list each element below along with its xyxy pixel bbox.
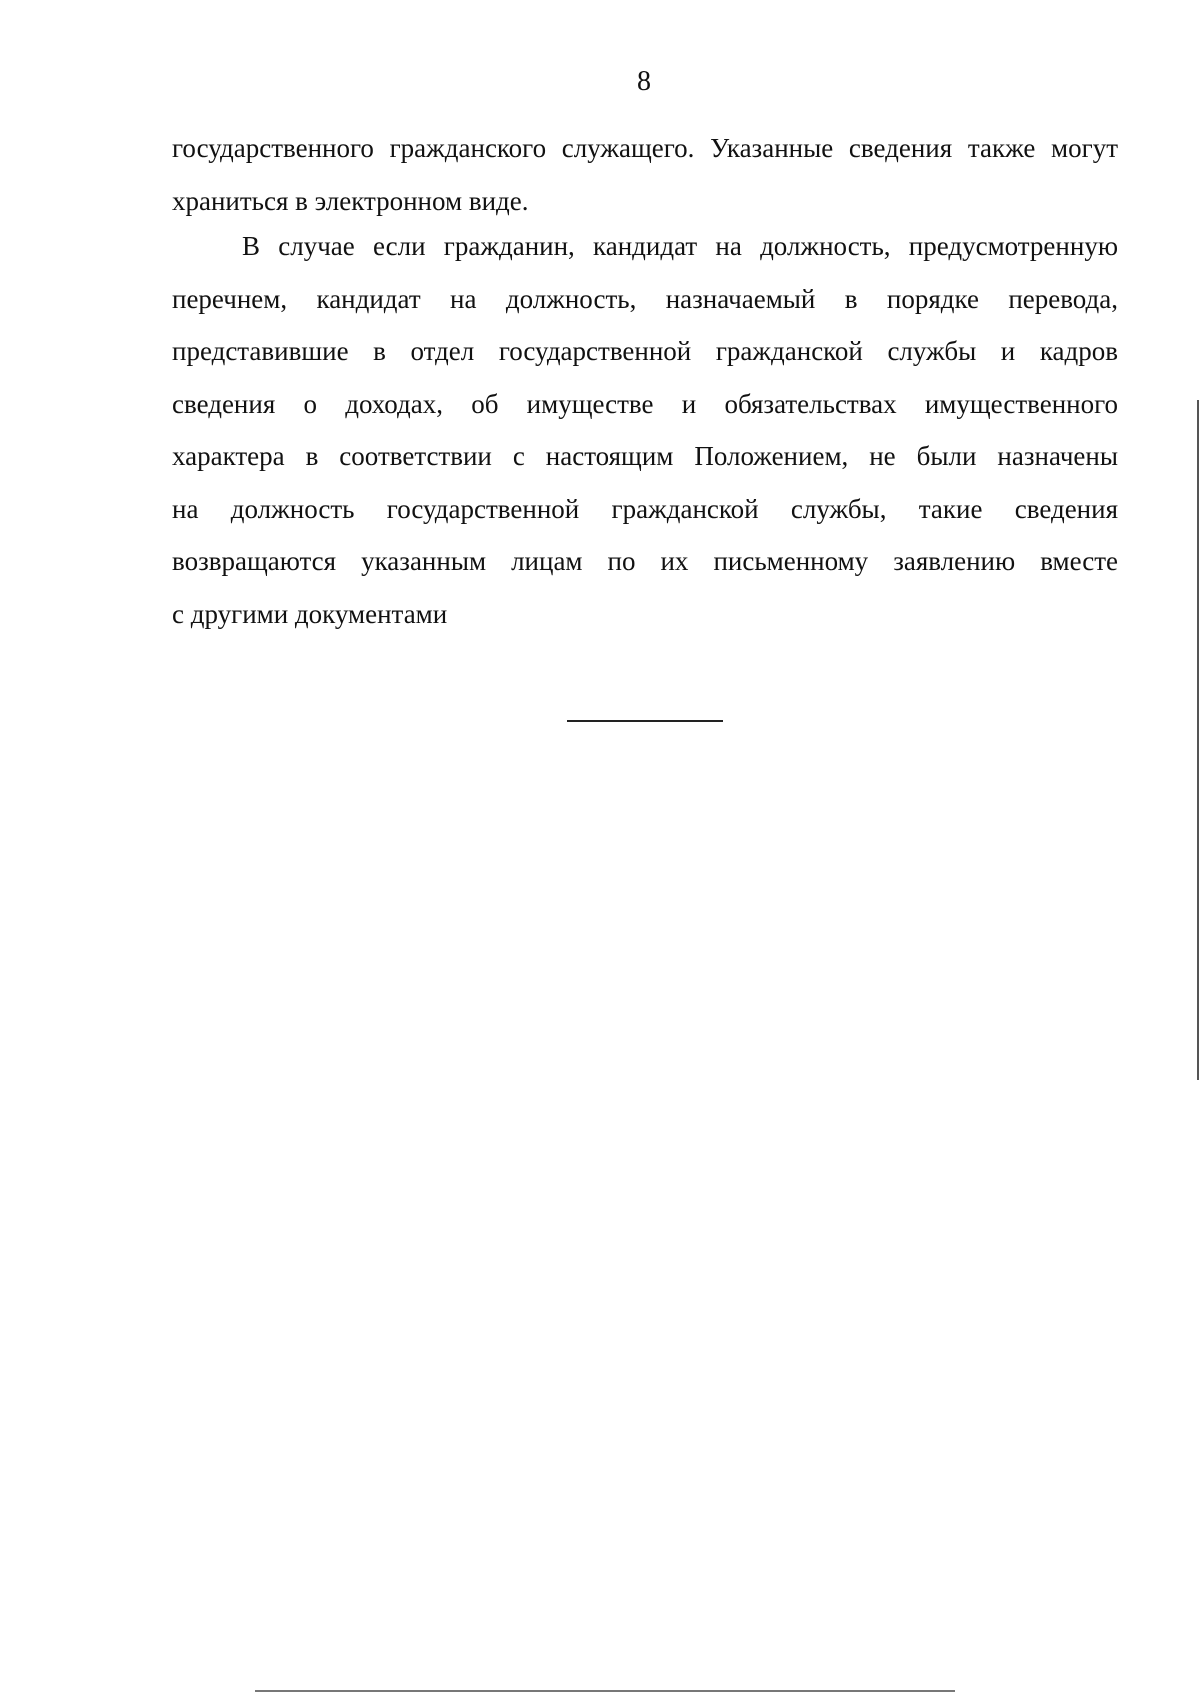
text-line: представившие в отдел государственной гражданской службы и кадров <box>172 336 1118 366</box>
text-line: на должность государственной гражданской службы, такие сведения <box>172 493 1118 524</box>
page-number: 8 <box>637 66 651 97</box>
end-separator-line <box>567 720 723 722</box>
text-line: перечнем, кандидат на должность, назначаемый в порядке перевода, <box>172 283 1118 314</box>
scan-edge-bottom <box>255 1690 955 1692</box>
text-line: сведения о доходах, об имуществе и обязательствах имущественного <box>172 388 1118 419</box>
paragraph-2 <box>172 220 1118 640</box>
text-line: возвращаются указанным лицам по их письменному заявлению вместе <box>172 546 1118 576</box>
text-line: с другими документами <box>172 598 448 629</box>
text-line: государственного гражданского служащего. Указанные сведения также могут <box>172 133 1118 163</box>
text-line: характера в соответствии с настоящим Положением, не были назначены <box>172 441 1118 471</box>
text-line: В случае если гражданин, кандидат на должность, предусмотренную <box>242 231 1118 261</box>
scan-edge-right <box>1197 400 1199 1080</box>
paragraph-1 <box>172 122 1118 227</box>
text-line: храниться в электронном виде. <box>172 185 529 216</box>
